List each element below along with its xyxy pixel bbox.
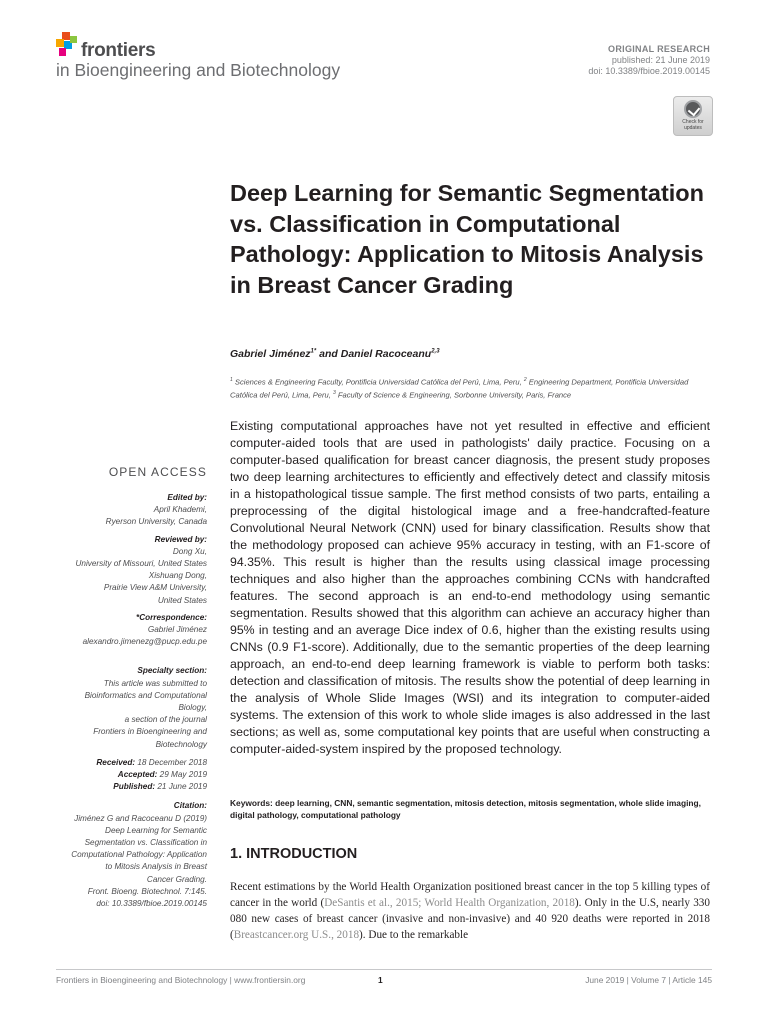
reviewer-line: United States <box>157 595 207 605</box>
specialty-line: Biology, <box>178 703 207 713</box>
editor-line: April Khademi, <box>153 505 207 515</box>
reviewed-by-label: Reviewed by: <box>154 534 207 544</box>
citation-line: Jiménez G and Racoceanu D (2019) <box>74 813 207 823</box>
open-access-label: OPEN ACCESS <box>108 465 207 479</box>
intro-text: ). Due to the remarkable <box>359 929 469 941</box>
specialty-line: Biotechnology <box>155 739 207 749</box>
sidebar-editorial <box>52 492 207 910</box>
author-superscript: 1* <box>310 348 317 355</box>
specialty-line: a section of the journal <box>124 715 207 725</box>
frontiers-logo-icon <box>56 32 78 58</box>
check-for-updates-label: Check for updates <box>682 119 704 131</box>
accepted-date <box>52 769 207 781</box>
citation-label: Citation: <box>173 801 207 811</box>
specialty-line: This article was submitted to <box>103 678 207 688</box>
citation-line: Front. Bioeng. Biotechnol. 7:145. <box>87 886 207 896</box>
article-title: Deep Learning for Semantic Segmentation vs. Classification in Computational Pathology: Application to Mitosis Analysis in Breast Cancer Grading <box>230 180 705 298</box>
edited-by-label: Edited by: <box>167 493 207 502</box>
check-for-updates-button[interactable] <box>673 96 713 136</box>
reviewer-line: Dong Xu, <box>172 546 207 556</box>
check-for-updates-icon <box>684 100 702 118</box>
affiliations <box>230 375 710 400</box>
specialty-line: Bioinformatics and Computational <box>84 690 207 700</box>
page-footer <box>56 969 712 986</box>
citation-doi[interactable]: doi: 10.3389/fbioe.2019.00145 <box>96 899 207 909</box>
author-conjunction: and <box>316 348 341 360</box>
intro-paragraph <box>230 879 710 943</box>
affiliation-number: 1 <box>230 377 233 383</box>
affiliation-number: 2 <box>523 377 527 383</box>
accepted-label: Accepted: <box>117 770 158 780</box>
citation-line: to Mitosis Analysis in Breast <box>105 862 207 872</box>
citation-line: Computational Pathology: Application <box>71 850 207 860</box>
citation-link[interactable]: DeSantis et al., 2015; World Health Organization, 2018 <box>324 897 575 909</box>
reviewer-line: University of Missouri, United States <box>75 559 207 569</box>
brand-name[interactable]: frontiers <box>81 40 156 61</box>
published-date-sidebar <box>52 781 207 793</box>
specialty-line: Frontiers in Bioengineering and <box>93 727 207 737</box>
affiliation-number: 3 <box>333 389 336 396</box>
intro-text: ). Only in the U.S, nearly 330 080 new cases of breast cancer (invasive and non-invasive) and 40 920 deaths were reported in 2018 ( <box>230 897 710 941</box>
section-heading: 1. INTRODUCTION <box>230 846 358 862</box>
author-superscript: 2,3 <box>431 348 440 355</box>
received-value: 18 December 2018 <box>137 757 207 767</box>
keywords: Keywords: deep learning, CNN, semantic segmentation, mitosis detection, mitosis segmentation, whole slide imaging, digital pathology, computational pathology <box>230 798 701 820</box>
correspondence-email[interactable]: alexandro.jimenezg@pucp.edu.pe <box>82 637 207 647</box>
published-value: 21 June 2019 <box>157 782 207 792</box>
journal-name[interactable]: in Bioengineering and Biotechnology <box>56 60 341 80</box>
page-number: 1 <box>378 975 383 985</box>
citation-line: Cancer Grading. <box>146 874 207 884</box>
affiliation: Sciences & Engineering Faculty, Pontificia Universidad Católica del Perú, Lima, Peru, <box>232 377 524 387</box>
correspondence-name: Gabriel Jiménez <box>147 625 207 635</box>
citation-line: Segmentation vs. Classification in <box>84 838 207 848</box>
article-meta <box>588 44 710 77</box>
accepted-value: 29 May 2019 <box>159 770 207 780</box>
affiliation: Faculty of Science & Engineering, Sorbonne University, Paris, France <box>335 390 572 400</box>
author-name[interactable]: Gabriel Jiménez <box>230 348 311 360</box>
citation-link[interactable]: Breastcancer.org U.S., 2018 <box>233 929 360 941</box>
footer-journal-link[interactable]: Frontiers in Bioengineering and Biotechnology | www.frontiersin.org <box>56 975 306 985</box>
affiliation: Engineering Department, Pontificia Universidad Católica del Perú, Lima, Peru, <box>230 377 689 400</box>
received-date <box>52 757 207 769</box>
specialty-label: Specialty section: <box>137 666 207 676</box>
reviewer-line: Prairie View A&M University, <box>103 583 207 593</box>
published-date: published: 21 June 2019 <box>611 55 710 65</box>
author-list <box>230 348 440 360</box>
author-name[interactable]: Daniel Racoceanu <box>340 348 432 360</box>
intro-text: Recent estimations by the World Health Organization positioned breast cancer in the top 5 killing types of cancer in the world ( <box>230 881 710 909</box>
reviewer-line: Xishuang Dong, <box>148 571 207 581</box>
footer-issue-info: June 2019 | Volume 7 | Article 145 <box>585 975 712 985</box>
published-label: Published: <box>113 782 156 792</box>
correspondence-label: *Correspondence: <box>136 612 207 622</box>
abstract: Existing computational approaches have not yet resulted in effective and efficient computer-aided tools that are used in pathologists' daily practice. Focusing on a computer-based qualification for breast cancer diagnosis, the present study proposes two deep learning architectures to efficiently and effectively detect and classify mitosis in a histopathological tissue sample. The first method consists of two parts, entailing a preprocessing of the digital histological image and a free-handcrafted-feature Convolutional Neural Network (CNN) used for binary classification. Results show that the methodology proposed can achieve 95% accuracy in testing, with an F1-score of 94.35%. This result is higher than the results using classical image processing techniques and also higher than the approaches combining CCNs with handcrafted features. The second approach is an end-to-end methodology using semantic segmentation. Results showed that this algorithm can achieve an accuracy higher than 95% in testing and an average Dice index of 0.6, higher than the existing results using CNNs (0.9 F1-score). Additionally, due to the semantic properties of the deep learning approach, an end-to-end deep learning framework is viable to perform both tasks: detection and classification of mitosis. The results show the potential of deep learning in the analysis of Whole Slide Images (WSI) and its integration to computer-aided systems. The extension of this work to whole slide images is also addressed in the last sections; as well as, some computational key points that are useful when constructing a computer-aided-system inspired by the proposed technology. <box>230 419 710 756</box>
received-label: Received: <box>96 757 136 767</box>
editor-line: Ryerson University, Canada <box>105 517 207 527</box>
doi[interactable]: doi: 10.3389/fbioe.2019.00145 <box>588 66 710 76</box>
citation-line: Deep Learning for Semantic <box>105 825 207 835</box>
article-type: ORIGINAL RESEARCH <box>608 44 710 54</box>
